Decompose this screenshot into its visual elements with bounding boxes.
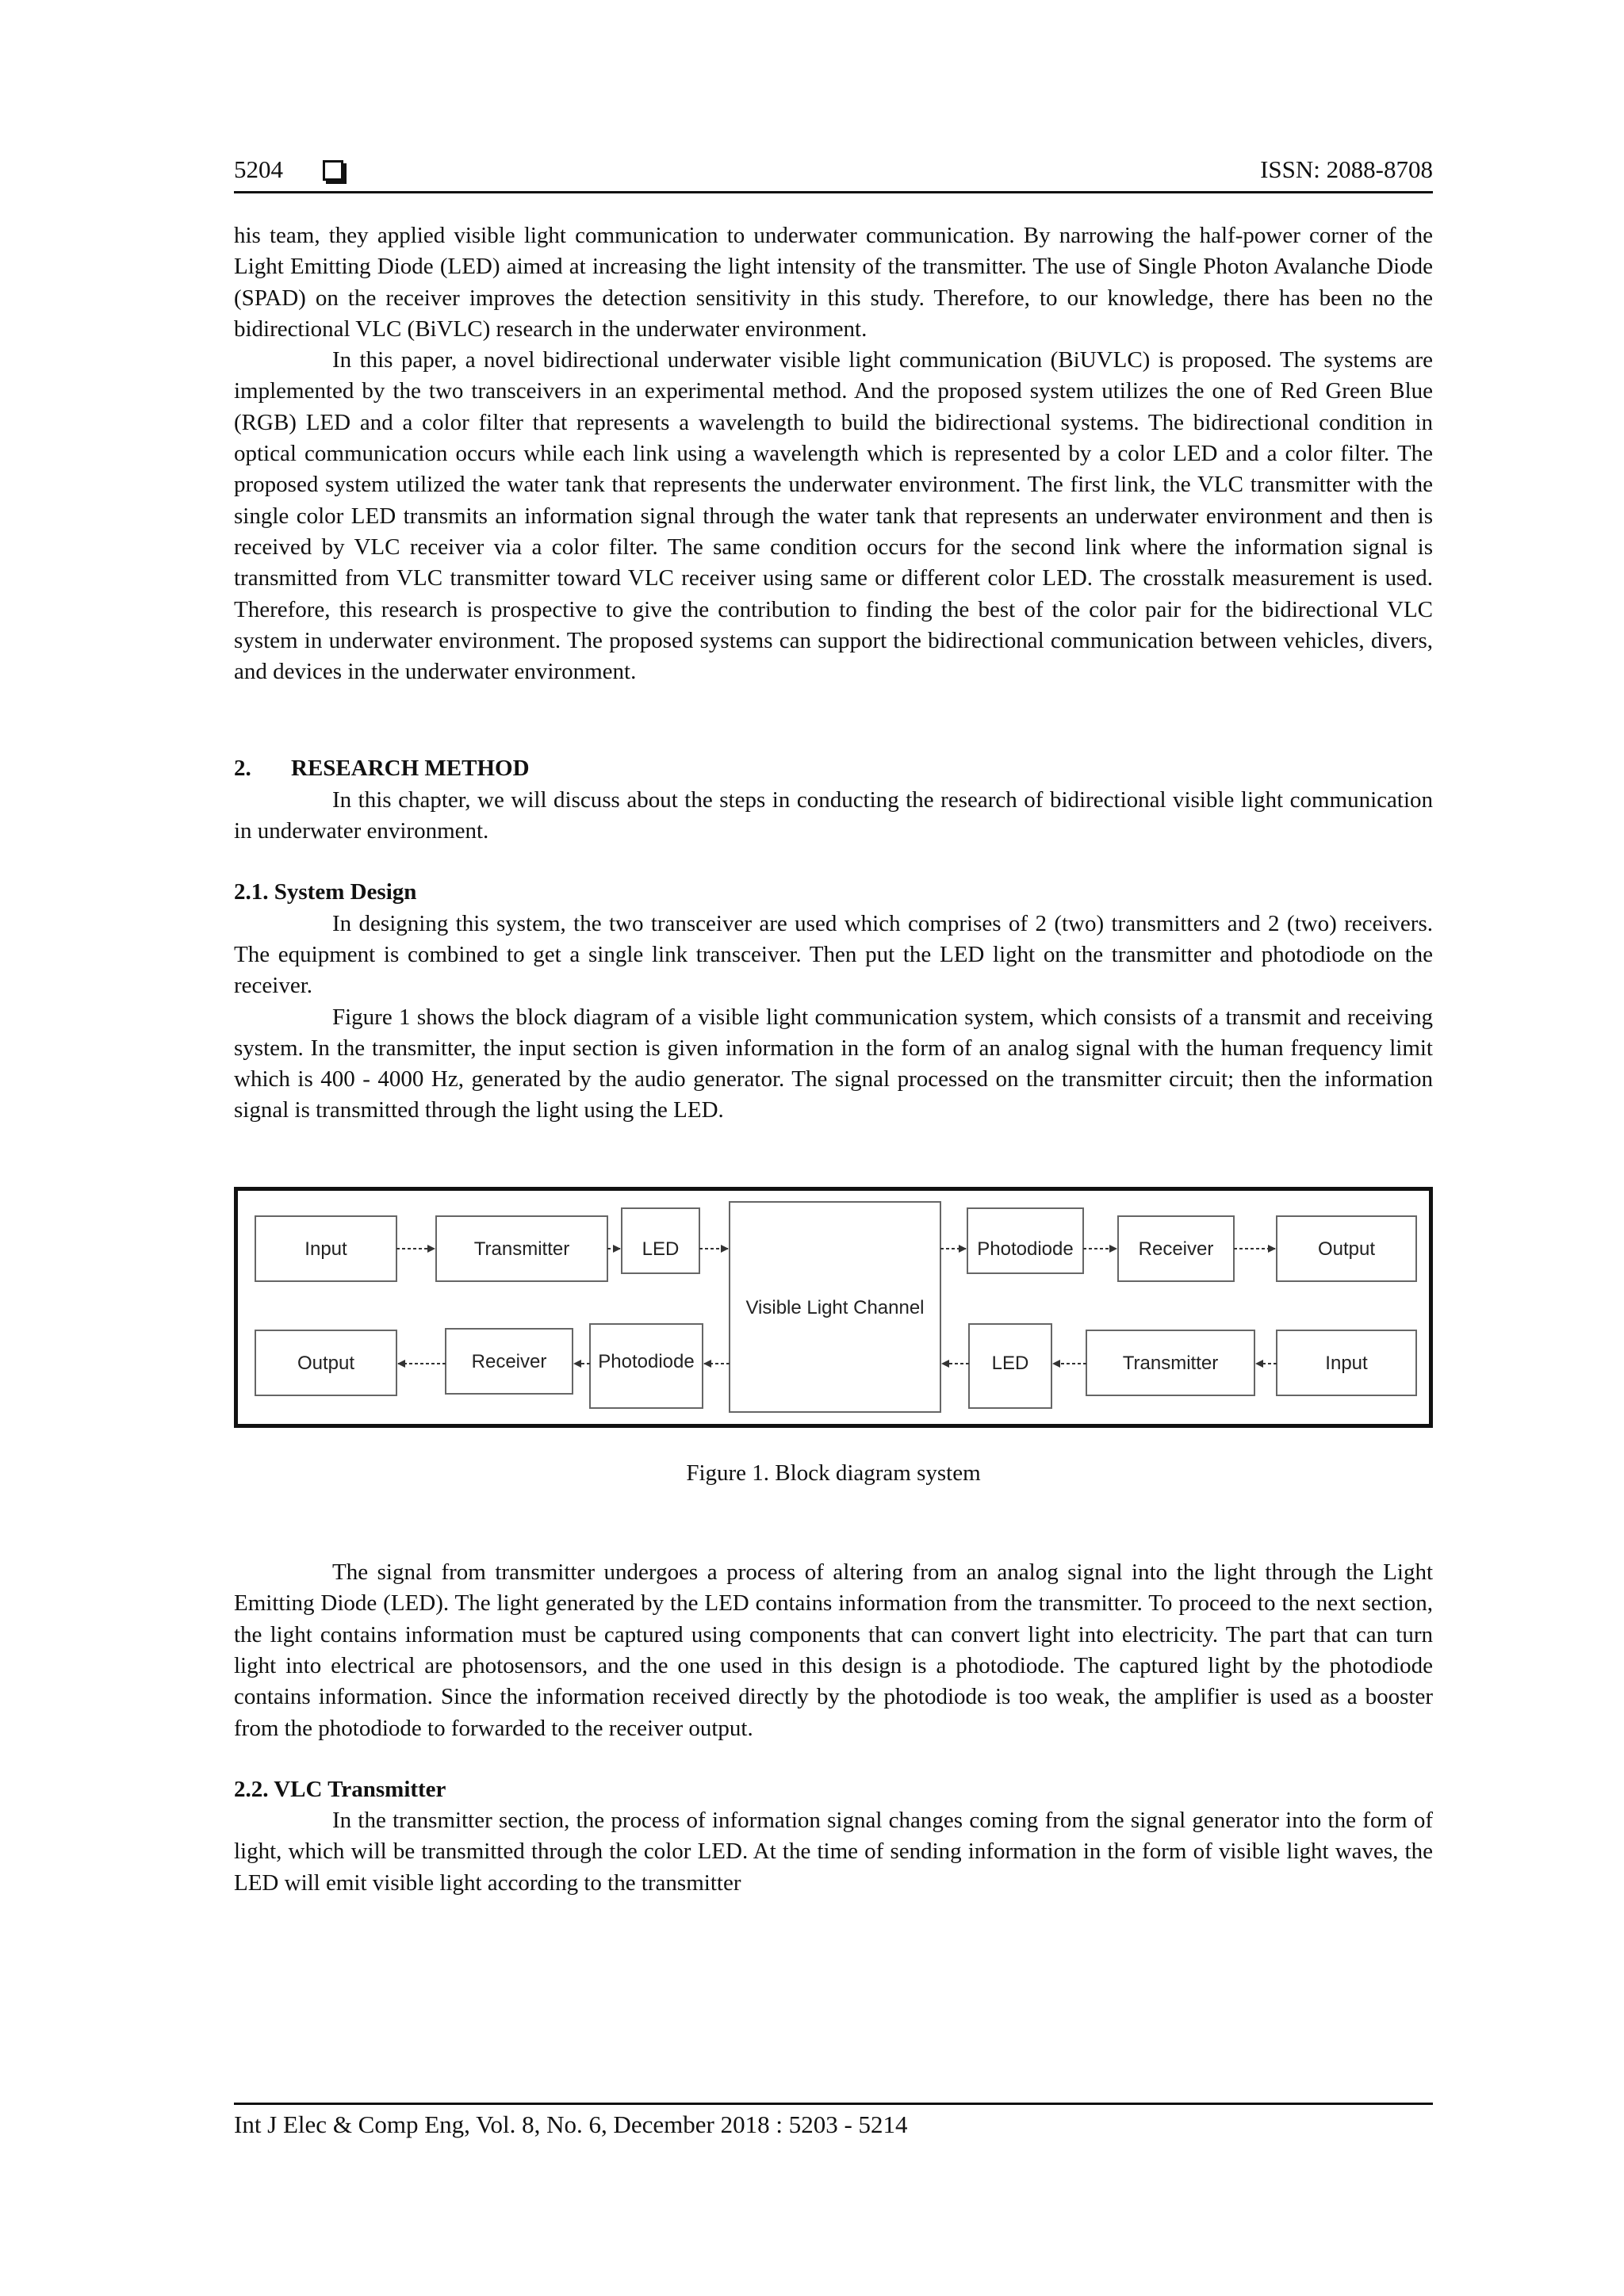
label-top-photodiode: Photodiode — [977, 1238, 1074, 1260]
label-top-input: Input — [304, 1238, 347, 1260]
section-2-heading — [234, 753, 1433, 784]
figure-caption: Figure 1. Block diagram system — [686, 1460, 981, 1486]
paragraph-2: In this paper, a novel bidirectional underwater visible light communication (BiUVLC) is proposed. The systems are implemented by the two transceivers in an experimental method. And the proposed system utilizes the one of Red Green Blue (RGB) LED and a color filter that represents a wavelength to build the bidirectional systems. The bidirectional condition in optical communication occurs while each link using a wavelength which is represented by a color LED and a color filter. The proposed system utilized the water tank that represents the underwater environment. The first link, the VLC transmitter with the single color LED transmits an information signal through the water tank that represents an underwater environment and then is received by VLC receiver via a color filter. The same condition occurs for the second link where the information signal is transmitted from VLC transmitter toward VLC receiver using same or different color LED. The crosstalk measurement is used. Therefore, this research is prospective to give the contribution to finding the best of the color pair for the bidirectional VLC system in underwater environment. The proposed systems can support the bidirectional communication between vehicles, divers, and devices in the underwater environment. — [234, 347, 1433, 685]
paragraph-4: In designing this system, the two transceiver are used which comprises of 2 (two) transmitters and 2 (two) receivers. The equipment is combined to get a single link transceiver. Then put the LED light on the transmitter and photodiode on the receiver. — [234, 910, 1433, 999]
checkbox-square-icon — [323, 160, 343, 181]
page-number: 5204 — [234, 155, 283, 183]
label-top-output: Output — [1317, 1238, 1376, 1260]
page-header — [234, 155, 1433, 193]
section-2-2-heading: 2.2. VLC Transmitter — [234, 1776, 446, 1802]
label-bottom-led: LED — [991, 1352, 1029, 1374]
label-bottom-receiver: Receiver — [471, 1350, 547, 1372]
footer-rule — [234, 2103, 1433, 2105]
section-2-title: RESEARCH METHOD — [291, 756, 530, 782]
section-2-1-heading: 2.1. System Design — [234, 879, 417, 905]
paragraph-3: In this chapter, we will discuss about the steps in conducting the research of bidirectional visible light communication in underwater environment. — [234, 786, 1433, 844]
section-2-number: 2. — [234, 756, 251, 782]
label-bottom-transmitter: Transmitter — [1122, 1352, 1219, 1374]
footer-citation: Int J Elec & Comp Eng, Vol. 8, No. 6, December 2018 : 5203 - 5214 — [234, 2110, 908, 2138]
label-top-led: LED — [642, 1238, 680, 1260]
paragraph-7: In the transmitter section, the process of information signal changes coming from the signal generator into the form of light, which will be transmitted through the color LED. At the time of sending information in the form of visible light waves, the LED will emit visible light according to the transmitter — [234, 1808, 1433, 1896]
article-body — [234, 220, 1433, 1899]
block-diagram-figure — [234, 1187, 1433, 1428]
paragraph-1: his team, they applied visible light communication to underwater communication. By narrowing the half-power corner of the Light Emitting Diode (LED) aimed at increasing the light intensity of the transmitter. The use of Single Photon Avalanche Diode (SPAD) on the receiver improves the detection sensitivity in this study. Therefore, to our knowledge, there has been no the bidirectional VLC (BiVLC) research in the underwater environment. — [234, 223, 1433, 342]
paragraph-5: Figure 1 shows the block diagram of a visible light communication system, which consists of a transmit and receiving system. In the transmitter, the input section is given information in the form of an analog signal with the human frequency limit which is 400 - 4000 Hz, generated by the audio generator. The signal processed on the transmitter circuit; then the information signal is transmitted through the light using the LED. — [234, 1004, 1433, 1123]
label-bottom-output: Output — [297, 1352, 355, 1374]
label-channel: Visible Light Channel — [745, 1296, 925, 1318]
label-bottom-input: Input — [1325, 1352, 1368, 1374]
label-top-receiver: Receiver — [1138, 1238, 1214, 1260]
issn: ISSN: 2088-8708 — [1260, 155, 1433, 183]
block-diagram — [238, 1191, 1429, 1424]
label-bottom-photodiode: Photodiode — [598, 1350, 695, 1372]
paragraph-6: The signal from transmitter undergoes a process of altering from an analog signal into the light through the Light Emitting Diode (LED). The light generated by the LED contains information from the transmitter. To proceed to the next section, the light contains information must be captured using components that can convert light into electricity. The part that can turn light into electrical are photosensors, and the one used in this design is a photodiode. The captured light by the photodiode contains information. Since the information received directly by the photodiode is too weak, the amplifier is used as a booster from the photodiode to forwarded to the receiver output. — [234, 1559, 1433, 1741]
label-top-transmitter: Transmitter — [473, 1238, 570, 1260]
header-rule — [234, 191, 1433, 193]
